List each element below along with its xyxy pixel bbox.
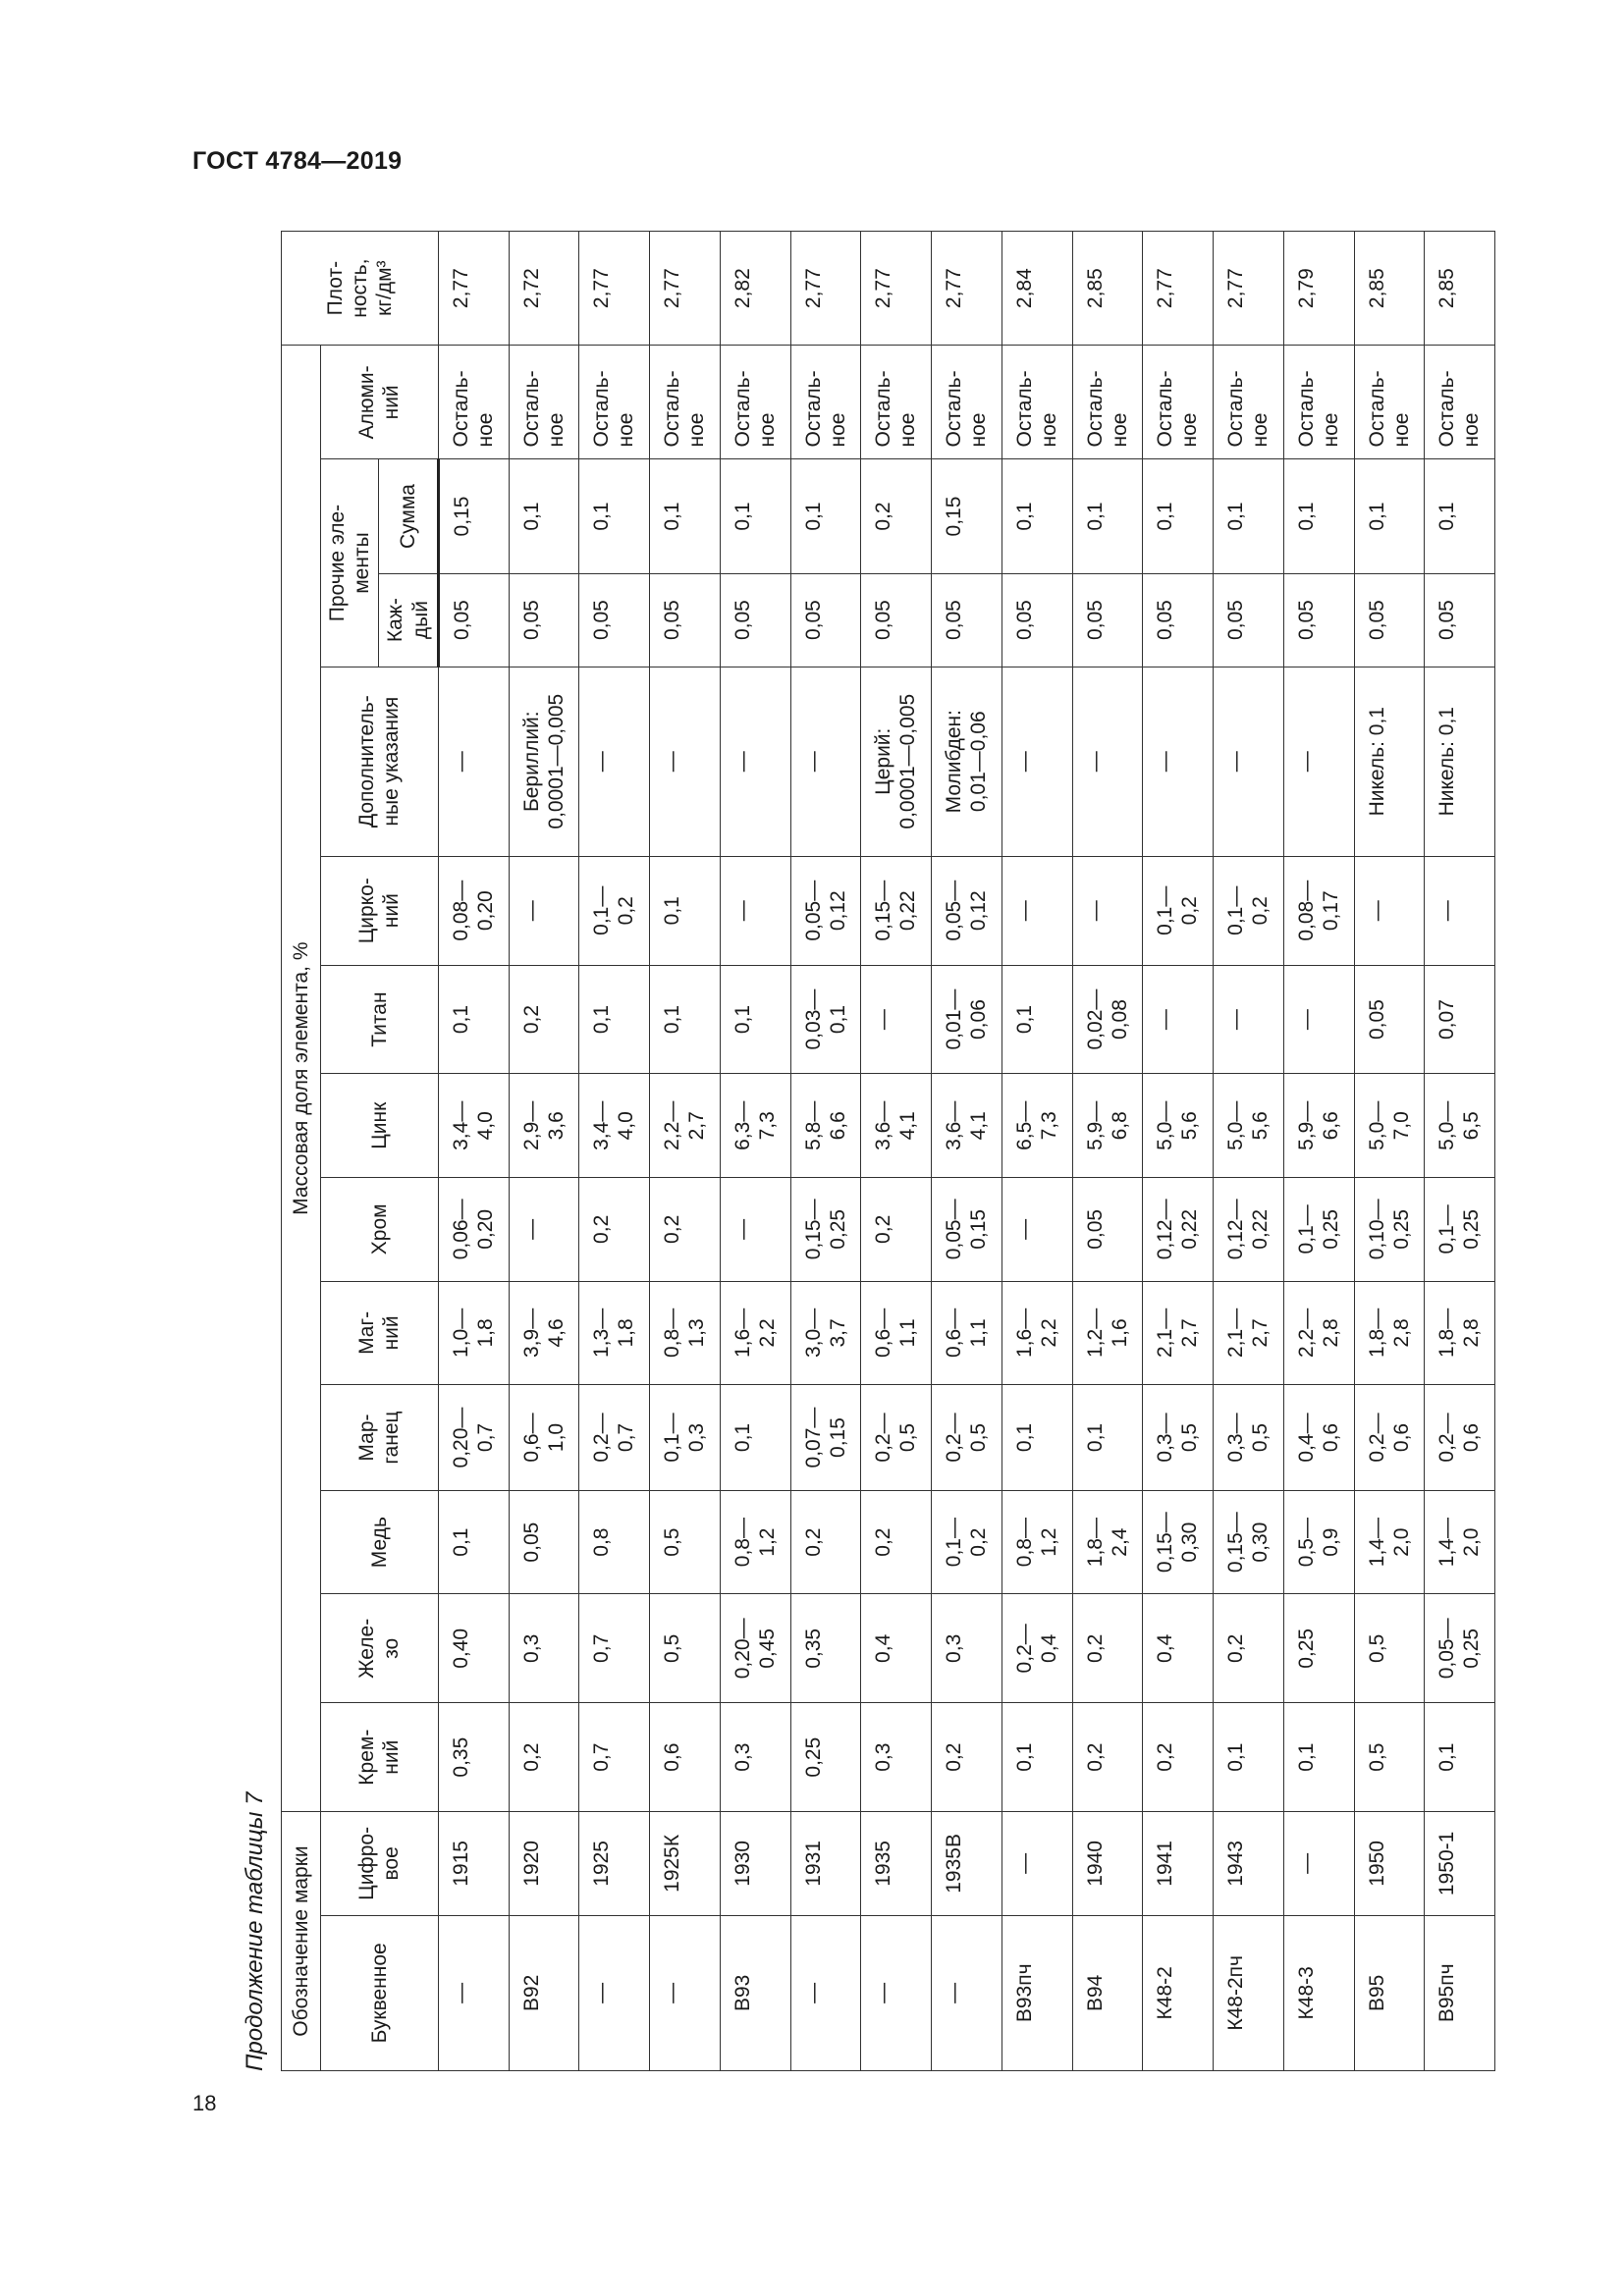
cell-zirconium: 0,1 — [650, 856, 721, 965]
cell-chromium: 0,05 — [1072, 1178, 1143, 1282]
document-header: ГОСТ 4784—2019 — [192, 147, 403, 175]
cell-manganese: 0,1 — [720, 1385, 790, 1491]
table-row — [1143, 232, 1214, 2071]
cell-iron: 0,2 — [1072, 1594, 1143, 1703]
cell-aluminium: Осталь- ное — [1001, 346, 1072, 459]
table-row — [1214, 232, 1284, 2071]
cell-density: 2,77 — [650, 232, 721, 346]
cell-aluminium: Осталь- ное — [932, 346, 1002, 459]
cell-other-sum: 0,1 — [650, 459, 721, 573]
cell-silicon: 0,25 — [790, 1703, 861, 1812]
cell-titanium: 0,07 — [1425, 965, 1495, 1074]
cell-zinc: 3,6— 4,1 — [861, 1074, 932, 1178]
table-row — [861, 232, 932, 2071]
cell-digit: 1925 — [579, 1812, 650, 1916]
cell-silicon: 0,2 — [1143, 1703, 1214, 1812]
cell-letter: В94 — [1072, 1915, 1143, 2070]
cell-aluminium: Осталь- ное — [579, 346, 650, 459]
cell-zirconium: 0,15— 0,22 — [861, 856, 932, 965]
cell-zirconium: — — [720, 856, 790, 965]
cell-chromium: — — [509, 1178, 579, 1282]
cell-digit: 1941 — [1143, 1812, 1214, 1916]
cell-magnesium: 2,1— 2,7 — [1143, 1281, 1214, 1385]
cell-additional-notes: Церий: 0,0001—0,005 — [861, 667, 932, 856]
cell-chromium: 0,06— 0,20 — [438, 1178, 509, 1282]
cell-chromium: 0,12— 0,22 — [1214, 1178, 1284, 1282]
cell-other-each: 0,05 — [720, 573, 790, 667]
cell-manganese: 0,3— 0,5 — [1214, 1385, 1284, 1491]
cell-other-each: 0,05 — [1283, 573, 1354, 667]
header-magnesium: Маг- ний — [321, 1281, 439, 1385]
cell-other-each: 0,05 — [932, 573, 1002, 667]
cell-letter: В95 — [1354, 1915, 1425, 2070]
cell-iron: 0,5 — [650, 1594, 721, 1703]
cell-titanium: 0,1 — [650, 965, 721, 1074]
cell-silicon: 0,7 — [579, 1703, 650, 1812]
cell-manganese: 0,2— 0,6 — [1425, 1385, 1495, 1491]
cell-zirconium: 0,1— 0,2 — [1143, 856, 1214, 965]
cell-additional-notes: — — [438, 667, 509, 856]
cell-letter: — — [650, 1915, 721, 2070]
cell-zinc: 2,2— 2,7 — [650, 1074, 721, 1178]
cell-other-sum: 0,1 — [1214, 459, 1284, 573]
cell-zinc: 5,0— 7,0 — [1354, 1074, 1425, 1178]
cell-density: 2,72 — [509, 232, 579, 346]
cell-density: 2,79 — [1283, 232, 1354, 346]
cell-iron: 0,25 — [1283, 1594, 1354, 1703]
cell-titanium: 0,1 — [1001, 965, 1072, 1074]
table-caption: Продолжение таблицы 7 — [242, 1791, 268, 2071]
cell-aluminium: Осталь- ное — [1283, 346, 1354, 459]
cell-other-each: 0,05 — [438, 573, 509, 667]
cell-manganese: 0,2— 0,5 — [861, 1385, 932, 1491]
cell-letter: — — [790, 1915, 861, 2070]
cell-density: 2,77 — [790, 232, 861, 346]
cell-manganese: 0,4— 0,6 — [1283, 1385, 1354, 1491]
cell-copper: 1,8— 2,4 — [1072, 1490, 1143, 1594]
cell-iron: 0,3 — [509, 1594, 579, 1703]
cell-copper: 1,4— 2,0 — [1354, 1490, 1425, 1594]
cell-other-sum: 0,1 — [1001, 459, 1072, 573]
cell-copper: 0,8— 1,2 — [720, 1490, 790, 1594]
cell-iron: 0,20— 0,45 — [720, 1594, 790, 1703]
cell-density: 2,77 — [1143, 232, 1214, 346]
cell-other-sum: 0,1 — [1072, 459, 1143, 573]
header-zinc: Цинк — [321, 1074, 439, 1178]
cell-letter: В92 — [509, 1915, 579, 2070]
cell-zinc: 5,0— 5,6 — [1214, 1074, 1284, 1178]
cell-aluminium: Осталь- ное — [1425, 346, 1495, 459]
cell-manganese: 0,1 — [1072, 1385, 1143, 1491]
cell-other-sum: 0,1 — [509, 459, 579, 573]
cell-density: 2,77 — [1214, 232, 1284, 346]
cell-other-sum: 0,1 — [1425, 459, 1495, 573]
cell-magnesium: 0,6— 1,1 — [861, 1281, 932, 1385]
cell-manganese: 0,2— 0,6 — [1354, 1385, 1425, 1491]
cell-zirconium: 0,08— 0,17 — [1283, 856, 1354, 965]
cell-magnesium: 1,6— 2,2 — [1001, 1281, 1072, 1385]
cell-copper: 0,1 — [438, 1490, 509, 1594]
table-row — [720, 232, 790, 2071]
cell-other-each: 0,05 — [1425, 573, 1495, 667]
cell-magnesium: 1,2— 1,6 — [1072, 1281, 1143, 1385]
cell-other-sum: 0,15 — [438, 459, 509, 573]
table-row — [650, 232, 721, 2071]
cell-chromium: 0,2 — [650, 1178, 721, 1282]
cell-other-each: 0,05 — [1143, 573, 1214, 667]
cell-chromium: 0,15— 0,25 — [790, 1178, 861, 1282]
cell-iron: 0,40 — [438, 1594, 509, 1703]
cell-silicon: 0,1 — [1283, 1703, 1354, 1812]
cell-digit: 1950 — [1354, 1812, 1425, 1916]
header-chromium: Хром — [321, 1178, 439, 1282]
cell-titanium: — — [1283, 965, 1354, 1074]
cell-density: 2,77 — [932, 232, 1002, 346]
cell-iron: 0,05— 0,25 — [1425, 1594, 1495, 1703]
cell-aluminium: Осталь- ное — [861, 346, 932, 459]
cell-magnesium: 0,8— 1,3 — [650, 1281, 721, 1385]
cell-additional-notes: — — [1143, 667, 1214, 856]
cell-silicon: 0,3 — [720, 1703, 790, 1812]
cell-chromium: 0,10— 0,25 — [1354, 1178, 1425, 1282]
header-aluminium: Алюми- ний — [321, 346, 439, 459]
cell-zinc: 3,6— 4,1 — [932, 1074, 1002, 1178]
cell-zinc: 2,9— 3,6 — [509, 1074, 579, 1178]
cell-titanium: 0,02— 0,08 — [1072, 965, 1143, 1074]
cell-additional-notes: — — [1001, 667, 1072, 856]
cell-zirconium: 0,05— 0,12 — [932, 856, 1002, 965]
cell-other-sum: 0,15 — [932, 459, 1002, 573]
cell-zinc: 5,9— 6,6 — [1283, 1074, 1354, 1178]
cell-silicon: 0,1 — [1425, 1703, 1495, 1812]
header-zirconium: Цирко- ний — [321, 856, 439, 965]
header-silicon: Крем- ний — [321, 1703, 439, 1812]
cell-magnesium: 1,8— 2,8 — [1425, 1281, 1495, 1385]
cell-titanium: — — [1143, 965, 1214, 1074]
table-row — [1283, 232, 1354, 2071]
cell-magnesium: 1,6— 2,2 — [720, 1281, 790, 1385]
cell-iron: 0,7 — [579, 1594, 650, 1703]
cell-silicon: 0,1 — [1001, 1703, 1072, 1812]
table-row — [579, 232, 650, 2071]
cell-aluminium: Осталь- ное — [1214, 346, 1284, 459]
cell-zirconium: — — [1425, 856, 1495, 965]
table-row — [790, 232, 861, 2071]
cell-zirconium: — — [509, 856, 579, 965]
cell-zinc: 5,9— 6,8 — [1072, 1074, 1143, 1178]
cell-letter: — — [438, 1915, 509, 2070]
cell-digit: 1935В — [932, 1812, 1002, 1916]
cell-additional-notes: Молибден: 0,01—0,06 — [932, 667, 1002, 856]
cell-letter: К48-3 — [1283, 1915, 1354, 2070]
cell-additional-notes: — — [579, 667, 650, 856]
cell-silicon: 0,2 — [509, 1703, 579, 1812]
cell-manganese: 0,2— 0,5 — [932, 1385, 1002, 1491]
cell-iron: 0,3 — [932, 1594, 1002, 1703]
cell-copper: 0,8— 1,2 — [1001, 1490, 1072, 1594]
cell-other-each: 0,05 — [509, 573, 579, 667]
cell-iron: 0,4 — [1143, 1594, 1214, 1703]
cell-manganese: 0,1 — [1001, 1385, 1072, 1491]
cell-chromium: 0,12— 0,22 — [1143, 1178, 1214, 1282]
header-other-sum: Сумма — [379, 459, 438, 573]
cell-letter: — — [932, 1915, 1002, 2070]
cell-magnesium: 3,9— 4,6 — [509, 1281, 579, 1385]
cell-aluminium: Осталь- ное — [509, 346, 579, 459]
cell-copper: 0,2 — [861, 1490, 932, 1594]
cell-other-each: 0,05 — [1001, 573, 1072, 667]
cell-zirconium: 0,1— 0,2 — [1214, 856, 1284, 965]
table-row — [438, 232, 509, 2071]
header-letter: Буквенное — [321, 1915, 439, 2070]
cell-other-sum: 0,1 — [1283, 459, 1354, 573]
cell-letter: В93 — [720, 1915, 790, 2070]
table-row — [1354, 232, 1425, 2071]
cell-other-each: 0,05 — [579, 573, 650, 667]
cell-digit: — — [1001, 1812, 1072, 1916]
cell-other-sum: 0,1 — [1143, 459, 1214, 573]
cell-aluminium: Осталь- ное — [1354, 346, 1425, 459]
cell-titanium: 0,01— 0,06 — [932, 965, 1002, 1074]
cell-additional-notes: — — [1072, 667, 1143, 856]
cell-other-sum: 0,2 — [861, 459, 932, 573]
cell-iron: 0,2— 0,4 — [1001, 1594, 1072, 1703]
cell-digit: 1931 — [790, 1812, 861, 1916]
header-iron: Желе- зо — [321, 1594, 439, 1703]
cell-magnesium: 1,3— 1,8 — [579, 1281, 650, 1385]
cell-zirconium: 0,08— 0,20 — [438, 856, 509, 965]
cell-chromium: — — [720, 1178, 790, 1282]
cell-zirconium: — — [1354, 856, 1425, 965]
cell-titanium: 0,03— 0,1 — [790, 965, 861, 1074]
cell-zirconium: 0,1— 0,2 — [579, 856, 650, 965]
cell-letter: К48-2пч — [1214, 1915, 1284, 2070]
cell-magnesium: 0,6— 1,1 — [932, 1281, 1002, 1385]
cell-density: 2,84 — [1001, 232, 1072, 346]
cell-digit: 1930 — [720, 1812, 790, 1916]
cell-aluminium: Осталь- ное — [790, 346, 861, 459]
header-mark-group: Обозначение марки — [282, 1812, 321, 2071]
cell-iron: 0,4 — [861, 1594, 932, 1703]
cell-digit: 1920 — [509, 1812, 579, 1916]
cell-titanium: — — [861, 965, 932, 1074]
cell-silicon: 0,35 — [438, 1703, 509, 1812]
header-other-each: Каж- дый — [379, 573, 438, 667]
cell-titanium: 0,05 — [1354, 965, 1425, 1074]
cell-magnesium: 1,0— 1,8 — [438, 1281, 509, 1385]
cell-copper: 0,15— 0,30 — [1143, 1490, 1214, 1594]
cell-titanium: 0,1 — [720, 965, 790, 1074]
cell-iron: 0,35 — [790, 1594, 861, 1703]
cell-zinc: 5,0— 5,6 — [1143, 1074, 1214, 1178]
cell-zinc: 6,5— 7,3 — [1001, 1074, 1072, 1178]
cell-silicon: 0,2 — [932, 1703, 1002, 1812]
cell-silicon: 0,5 — [1354, 1703, 1425, 1812]
cell-zinc: 5,0— 6,5 — [1425, 1074, 1495, 1178]
cell-titanium: — — [1214, 965, 1284, 1074]
cell-silicon: 0,6 — [650, 1703, 721, 1812]
cell-digit: 1943 — [1214, 1812, 1284, 1916]
cell-aluminium: Осталь- ное — [1072, 346, 1143, 459]
cell-aluminium: Осталь- ное — [438, 346, 509, 459]
cell-density: 2,82 — [720, 232, 790, 346]
cell-other-each: 0,05 — [861, 573, 932, 667]
cell-copper: 0,5— 0,9 — [1283, 1490, 1354, 1594]
table-row — [932, 232, 1002, 2071]
cell-silicon: 0,2 — [1072, 1703, 1143, 1812]
cell-chromium: — — [1001, 1178, 1072, 1282]
cell-other-sum: 0,1 — [579, 459, 650, 573]
cell-zirconium: 0,05— 0,12 — [790, 856, 861, 965]
cell-other-each: 0,05 — [1354, 573, 1425, 667]
cell-other-each: 0,05 — [650, 573, 721, 667]
header-density: Плот- ность, кг/дм³ — [282, 232, 439, 346]
cell-manganese: 0,2— 0,7 — [579, 1385, 650, 1491]
cell-aluminium: Осталь- ное — [650, 346, 721, 459]
cell-manganese: 0,07— 0,15 — [790, 1385, 861, 1491]
cell-other-sum: 0,1 — [720, 459, 790, 573]
cell-other-each: 0,05 — [790, 573, 861, 667]
cell-letter: — — [579, 1915, 650, 2070]
cell-density: 2,77 — [861, 232, 932, 346]
cell-titanium: 0,2 — [509, 965, 579, 1074]
cell-additional-notes: Бериллий: 0,0001—0,005 — [509, 667, 579, 856]
header-mass-fraction-group: Массовая доля элемента, % — [282, 346, 321, 1812]
table-row — [1072, 232, 1143, 2071]
cell-iron: 0,5 — [1354, 1594, 1425, 1703]
header-manganese: Мар- ганец — [321, 1385, 439, 1491]
cell-density: 2,85 — [1354, 232, 1425, 346]
cell-additional-notes: — — [790, 667, 861, 856]
cell-letter: В93пч — [1001, 1915, 1072, 2070]
cell-magnesium: 1,8— 2,8 — [1354, 1281, 1425, 1385]
cell-chromium: 0,1— 0,25 — [1425, 1178, 1495, 1282]
header-digit: Цифро- вое — [321, 1812, 439, 1916]
cell-other-sum: 0,1 — [1354, 459, 1425, 573]
rotated-table-block — [236, 231, 1497, 2071]
cell-digit: 1925К — [650, 1812, 721, 1916]
table-row — [1425, 232, 1495, 2071]
cell-manganese: 0,1— 0,3 — [650, 1385, 721, 1491]
cell-aluminium: Осталь- ное — [720, 346, 790, 459]
cell-manganese: 0,6— 1,0 — [509, 1385, 579, 1491]
cell-chromium: 0,05— 0,15 — [932, 1178, 1002, 1282]
cell-other-sum: 0,1 — [790, 459, 861, 573]
cell-zinc: 6,3— 7,3 — [720, 1074, 790, 1178]
cell-density: 2,85 — [1425, 232, 1495, 346]
cell-titanium: 0,1 — [438, 965, 509, 1074]
cell-copper: 0,1— 0,2 — [932, 1490, 1002, 1594]
cell-other-each: 0,05 — [1214, 573, 1284, 667]
cell-chromium: 0,2 — [861, 1178, 932, 1282]
cell-copper: 0,5 — [650, 1490, 721, 1594]
cell-letter: В95пч — [1425, 1915, 1495, 2070]
cell-density: 2,77 — [579, 232, 650, 346]
cell-digit: 1915 — [438, 1812, 509, 1916]
cell-titanium: 0,1 — [579, 965, 650, 1074]
cell-copper: 1,4— 2,0 — [1425, 1490, 1495, 1594]
header-copper: Медь — [321, 1490, 439, 1594]
cell-letter: К48-2 — [1143, 1915, 1214, 2070]
cell-copper: 0,8 — [579, 1490, 650, 1594]
cell-other-each: 0,05 — [1072, 573, 1143, 667]
cell-iron: 0,2 — [1214, 1594, 1284, 1703]
cell-density: 2,77 — [438, 232, 509, 346]
table-row — [509, 232, 579, 2071]
cell-copper: 0,2 — [790, 1490, 861, 1594]
cell-additional-notes: — — [720, 667, 790, 856]
cell-chromium: 0,2 — [579, 1178, 650, 1282]
cell-zinc: 3,4— 4,0 — [579, 1074, 650, 1178]
cell-additional-notes: — — [650, 667, 721, 856]
cell-zirconium: — — [1001, 856, 1072, 965]
cell-magnesium: 2,2— 2,8 — [1283, 1281, 1354, 1385]
cell-copper: 0,05 — [509, 1490, 579, 1594]
cell-additional-notes: Никель: 0,1 — [1354, 667, 1425, 856]
cell-additional-notes: Никель: 0,1 — [1425, 667, 1495, 856]
cell-zirconium: — — [1072, 856, 1143, 965]
cell-magnesium: 3,0— 3,7 — [790, 1281, 861, 1385]
cell-manganese: 0,3— 0,5 — [1143, 1385, 1214, 1491]
header-titanium: Титан — [321, 965, 439, 1074]
table-row — [1001, 232, 1072, 2071]
cell-magnesium: 2,1— 2,7 — [1214, 1281, 1284, 1385]
cell-digit: — — [1283, 1812, 1354, 1916]
cell-manganese: 0,20— 0,7 — [438, 1385, 509, 1491]
cell-silicon: 0,1 — [1214, 1703, 1284, 1812]
cell-zinc: 3,4— 4,0 — [438, 1074, 509, 1178]
cell-digit: 1940 — [1072, 1812, 1143, 1916]
cell-letter: — — [861, 1915, 932, 2070]
cell-silicon: 0,3 — [861, 1703, 932, 1812]
cell-zinc: 5,8— 6,6 — [790, 1074, 861, 1178]
cell-copper: 0,15— 0,30 — [1214, 1490, 1284, 1594]
page-number: 18 — [192, 2091, 217, 2115]
cell-additional-notes: — — [1283, 667, 1354, 856]
cell-density: 2,85 — [1072, 232, 1143, 346]
alloy-composition-table — [281, 231, 1495, 2071]
cell-chromium: 0,1— 0,25 — [1283, 1178, 1354, 1282]
landscape-table-container — [236, 231, 1497, 2071]
cell-aluminium: Осталь- ное — [1143, 346, 1214, 459]
header-additional-notes: Дополнитель- ные указания — [321, 667, 439, 856]
cell-digit: 1935 — [861, 1812, 932, 1916]
header-other-elements: Прочие эле- менты — [321, 459, 379, 667]
cell-additional-notes: — — [1214, 667, 1284, 856]
cell-digit: 1950-1 — [1425, 1812, 1495, 1916]
